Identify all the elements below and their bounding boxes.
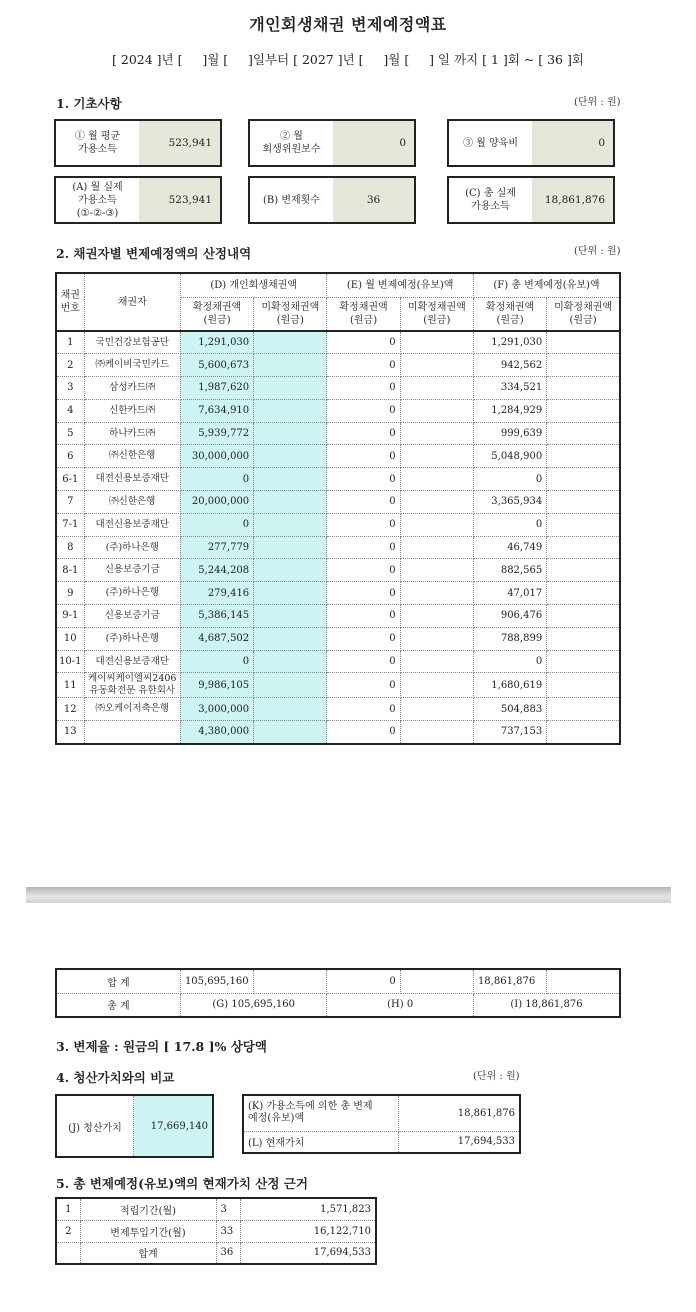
pv-row [56,1198,376,1220]
period-line [0,50,696,68]
creditor-row [56,422,620,445]
f-unconfirmed [547,445,620,468]
header-confirmed: 확정채권액 (원금) [180,297,253,331]
pv-row [56,1242,376,1264]
document-title: 개인회생채권 변제예정액표 [249,15,447,34]
creditor-no: 13 [56,721,84,744]
unit-label: (단위 : 원) [574,246,621,257]
e-unconfirmed [400,605,473,628]
creditor-name: 케이씨케이엘씨2406 유동화전문 유한회사 [84,673,180,698]
d-confirmed: 5,244,208 [180,559,253,582]
pv-months: 3 [216,1198,240,1220]
total-label: 총 계 [56,993,180,1017]
e-unconfirmed [400,536,473,559]
unit-label: (단위 : 원) [574,97,621,108]
creditor-name: (주)하나은행 [84,627,180,650]
creditor-no: 4 [56,399,84,422]
f-confirmed: 0 [473,650,546,673]
e-unconfirmed [400,627,473,650]
pv-amount: 1,571,823 [240,1198,376,1220]
d-confirmed: 0 [180,468,253,491]
l-value: 17,694,533 [399,1131,521,1153]
k-value: 18,861,876 [399,1095,521,1131]
f-unconfirmed [547,331,620,354]
e-confirmed: 0 [327,559,400,582]
subtotal-row [56,969,620,993]
f-confirmed: 942,562 [473,354,546,377]
e-confirmed: 0 [327,422,400,445]
header-e: (E) 월 변제예정(유보)액 [327,273,474,297]
f-confirmed: 1,291,030 [473,331,546,354]
creditor-row [56,399,620,422]
box-value: 523,941 [139,178,220,222]
f-unconfirmed [547,491,620,514]
pv-no: 1 [56,1198,80,1220]
d-unconfirmed [254,491,327,514]
box-value: 523,941 [139,121,220,165]
creditor-name: 대전신용보증재단 [84,468,180,491]
box-label: ③ 월 양육비 [449,121,532,165]
creditor-name: ㈜오케이저축은행 [84,698,180,721]
creditor-name: ㈜신한은행 [84,445,180,468]
d-unconfirmed [254,698,327,721]
d-confirmed: 20,000,000 [180,491,253,514]
d-unconfirmed [254,513,327,536]
f-confirmed: 999,639 [473,422,546,445]
creditor-name [84,721,180,744]
e-unconfirmed [400,673,473,698]
header-confirmed: 확정채권액 (원금) [327,297,400,331]
pv-label: 적립기간(월) [80,1198,216,1220]
period-text: ]회 ~ [ [498,52,548,67]
period-text: ]년 [ ]월 [ ]일부터 [ [152,52,302,67]
d-confirmed: 279,416 [180,582,253,605]
end-year: 2027 [301,52,334,67]
d-unconfirmed [254,445,327,468]
d-unconfirmed [254,673,327,698]
basic-box-actual-income [54,176,222,224]
e-confirmed: 0 [327,377,400,400]
total-g: (G) 105,695,160 [180,993,327,1017]
f-confirmed: 882,565 [473,559,546,582]
creditor-name: 신한카드㈜ [84,399,180,422]
e-confirmed: 0 [327,354,400,377]
f-unconfirmed [547,559,620,582]
pv-row [56,1220,376,1242]
e-confirmed: 0 [327,536,400,559]
e-unconfirmed [400,698,473,721]
f-unconfirmed [547,536,620,559]
f-confirmed: 788,899 [473,627,546,650]
creditor-name: 대전신용보증재단 [84,513,180,536]
d-unconfirmed [254,605,327,628]
total-i: (I) 18,861,876 [473,993,620,1017]
total-row [56,993,620,1017]
totals-table [55,968,621,1018]
f-unconfirmed [547,377,620,400]
unit-label: (단위 : 원) [473,1071,520,1082]
creditor-rows [56,331,620,744]
j-label: (J) 청산가치 [56,1095,134,1157]
creditor-name: 국민건강보험공단 [84,331,180,354]
period-text: [ [112,52,121,67]
j-value: 17,669,140 [134,1095,214,1157]
k-label: (K) 가용소득에 의한 총 변제 예정(유보)액 [243,1095,399,1131]
f-confirmed: 1,284,929 [473,399,546,422]
e-unconfirmed [400,445,473,468]
e-unconfirmed [400,491,473,514]
e-confirmed: 0 [327,605,400,628]
d-unconfirmed [254,721,327,744]
creditor-name: ㈜신한은행 [84,491,180,514]
d-unconfirmed [254,650,327,673]
creditor-row [56,559,620,582]
page-break-divider [26,887,671,903]
header-unconfirmed: 미확정채권액 (원금) [254,297,327,331]
e-unconfirmed [400,422,473,445]
creditor-no: 10-1 [56,650,84,673]
d-confirmed: 30,000,000 [180,445,253,468]
creditor-row [56,673,620,698]
d-confirmed: 4,687,502 [180,627,253,650]
pv-no: 2 [56,1220,80,1242]
header-f: (F) 총 변제예정(유보)액 [473,273,620,297]
e-unconfirmed [400,399,473,422]
creditor-name: 신용보증기금 [84,559,180,582]
f-confirmed: 737,153 [473,721,546,744]
f-unconfirmed [547,422,620,445]
liquidation-value-table [55,1094,214,1158]
creditor-no: 11 [56,673,84,698]
l-label: (L) 현재가치 [243,1131,399,1153]
creditor-no: 10 [56,627,84,650]
creditor-no: 12 [56,698,84,721]
creditor-no: 5 [56,422,84,445]
creditor-row [56,605,620,628]
start-year: 2024 [120,52,153,67]
box-label: (C) 총 실제 가용소득 [449,178,532,222]
f-unconfirmed [547,698,620,721]
d-confirmed: 0 [180,513,253,536]
header-confirmed: 확정채권액 (원금) [473,297,546,331]
creditor-row [56,627,620,650]
creditor-no: 9-1 [56,605,84,628]
f-unconfirmed [547,605,620,628]
pv-label: 합계 [80,1242,216,1264]
e-unconfirmed [400,513,473,536]
section5-heading: 5. 총 변제예정(유보)액의 현재가치 산정 근거 [56,1176,308,1191]
e-unconfirmed [400,650,473,673]
d-confirmed: 0 [180,650,253,673]
to-round: 36 [547,52,564,67]
d-unconfirmed [254,536,327,559]
f-unconfirmed [547,354,620,377]
e-confirmed: 0 [327,491,400,514]
box-value: 0 [333,121,414,165]
section1-heading: 1. 기초사항 [56,96,122,111]
creditor-no: 2 [56,354,84,377]
d-confirmed: 277,779 [180,536,253,559]
d-unconfirmed [254,331,327,354]
subtotal-label: 합 계 [56,969,180,993]
pv-amount: 17,694,533 [240,1242,376,1264]
d-unconfirmed [254,354,327,377]
section3-heading: 3. 변제율 : 원금의 [ 17.8 ]% 상당액 [56,1039,267,1054]
e-confirmed: 0 [327,698,400,721]
creditor-row [56,582,620,605]
pv-label: 변제투입기간(월) [80,1220,216,1242]
creditor-table [55,272,621,745]
creditor-name: 하나카드㈜ [84,422,180,445]
creditor-row [56,721,620,744]
f-unconfirmed [547,650,620,673]
d-unconfirmed [254,627,327,650]
creditor-row [56,468,620,491]
section4-heading: 4. 청산가치와의 비교 [56,1070,175,1085]
box-label: (B) 변제횟수 [250,178,333,222]
creditor-no: 9 [56,582,84,605]
e-confirmed: 0 [327,445,400,468]
f-confirmed: 334,521 [473,377,546,400]
subtotal-e: 0 [327,969,400,993]
creditor-row [56,377,620,400]
subtotal-d: 105,695,160 [180,969,253,993]
creditor-no: 3 [56,377,84,400]
pv-months: 36 [216,1242,240,1264]
d-unconfirmed [254,468,327,491]
creditor-no: 8-1 [56,559,84,582]
creditor-row [56,698,620,721]
creditor-row [56,536,620,559]
subtotal-f: 18,861,876 [473,969,546,993]
f-unconfirmed [547,582,620,605]
creditor-name: 대전신용보증재단 [84,650,180,673]
repayment-comparison-table [242,1094,521,1154]
d-unconfirmed [254,377,327,400]
e-confirmed: 0 [327,673,400,698]
f-unconfirmed [547,399,620,422]
e-confirmed: 0 [327,513,400,536]
f-unconfirmed [547,673,620,698]
f-confirmed: 504,883 [473,698,546,721]
period-text: ]회 [563,52,584,67]
f-confirmed: 906,476 [473,605,546,628]
e-unconfirmed [400,468,473,491]
creditor-name: 신용보증기금 [84,605,180,628]
d-confirmed: 9,986,105 [180,673,253,698]
creditor-name: (주)하나은행 [84,536,180,559]
e-confirmed: 0 [327,650,400,673]
header-creditor-no: 채권 번호 [56,273,84,331]
e-unconfirmed [400,721,473,744]
pv-no [56,1242,80,1264]
pv-amount: 16,122,710 [240,1220,376,1242]
d-confirmed: 3,000,000 [180,698,253,721]
f-confirmed: 5,048,900 [473,445,546,468]
e-unconfirmed [400,582,473,605]
header-d: (D) 개인회생채권액 [180,273,327,297]
f-unconfirmed [547,468,620,491]
d-unconfirmed [254,559,327,582]
from-round: 1 [490,52,499,67]
f-confirmed: 46,749 [473,536,546,559]
basic-box-commissioner-fee [248,119,416,167]
box-value: 36 [333,178,414,222]
e-unconfirmed [400,331,473,354]
creditor-no: 8 [56,536,84,559]
d-confirmed: 5,386,145 [180,605,253,628]
e-confirmed: 0 [327,627,400,650]
box-value: 18,861,876 [532,178,613,222]
d-unconfirmed [254,582,327,605]
f-unconfirmed [547,513,620,536]
box-label: (A) 월 실제 가용소득 (①-②-③) [56,178,139,222]
f-confirmed: 3,365,934 [473,491,546,514]
e-unconfirmed [400,354,473,377]
e-unconfirmed [400,377,473,400]
creditor-no: 6-1 [56,468,84,491]
header-creditor: 채권자 [84,273,180,331]
creditor-row [56,331,620,354]
d-confirmed: 7,634,910 [180,399,253,422]
present-value-table [55,1197,377,1265]
creditor-no: 7-1 [56,513,84,536]
total-h: (H) 0 [327,993,474,1017]
creditor-name: 삼성카드㈜ [84,377,180,400]
creditor-row [56,650,620,673]
f-confirmed: 1,680,619 [473,673,546,698]
e-confirmed: 0 [327,721,400,744]
f-confirmed: 0 [473,468,546,491]
basic-box-total-income [447,176,615,224]
f-unconfirmed [547,721,620,744]
creditor-no: 6 [56,445,84,468]
f-confirmed: 47,017 [473,582,546,605]
e-confirmed: 0 [327,582,400,605]
creditor-no: 1 [56,331,84,354]
creditor-name: ㈜케이비국민카드 [84,354,180,377]
e-confirmed: 0 [327,331,400,354]
creditor-row [56,445,620,468]
creditor-no: 7 [56,491,84,514]
box-label: ① 월 평균 가용소득 [56,121,139,165]
basic-box-repayment-count [248,176,416,224]
d-confirmed: 1,291,030 [180,331,253,354]
creditor-row [56,513,620,536]
d-confirmed: 4,380,000 [180,721,253,744]
e-confirmed: 0 [327,399,400,422]
d-unconfirmed [254,422,327,445]
e-confirmed: 0 [327,468,400,491]
pv-months: 33 [216,1220,240,1242]
creditor-row [56,491,620,514]
box-label: ② 월 회생위원보수 [250,121,333,165]
period-text: ]년 [ ]월 [ ] 일 까지 [ [333,52,491,67]
e-unconfirmed [400,559,473,582]
d-unconfirmed [254,399,327,422]
creditor-row [56,354,620,377]
d-confirmed: 5,600,673 [180,354,253,377]
box-value: 0 [532,121,613,165]
f-unconfirmed [547,627,620,650]
creditor-name: (주)하나은행 [84,582,180,605]
f-confirmed: 0 [473,513,546,536]
section2-heading: 2. 채권자별 변제예정액의 산정내역 [56,246,252,261]
d-confirmed: 5,939,772 [180,422,253,445]
header-unconfirmed: 미확정채권액 (원금) [547,297,620,331]
header-unconfirmed: 미확정채권액 (원금) [400,297,473,331]
basic-box-avg-income [54,119,222,167]
basic-box-child-support [447,119,615,167]
d-confirmed: 1,987,620 [180,377,253,400]
